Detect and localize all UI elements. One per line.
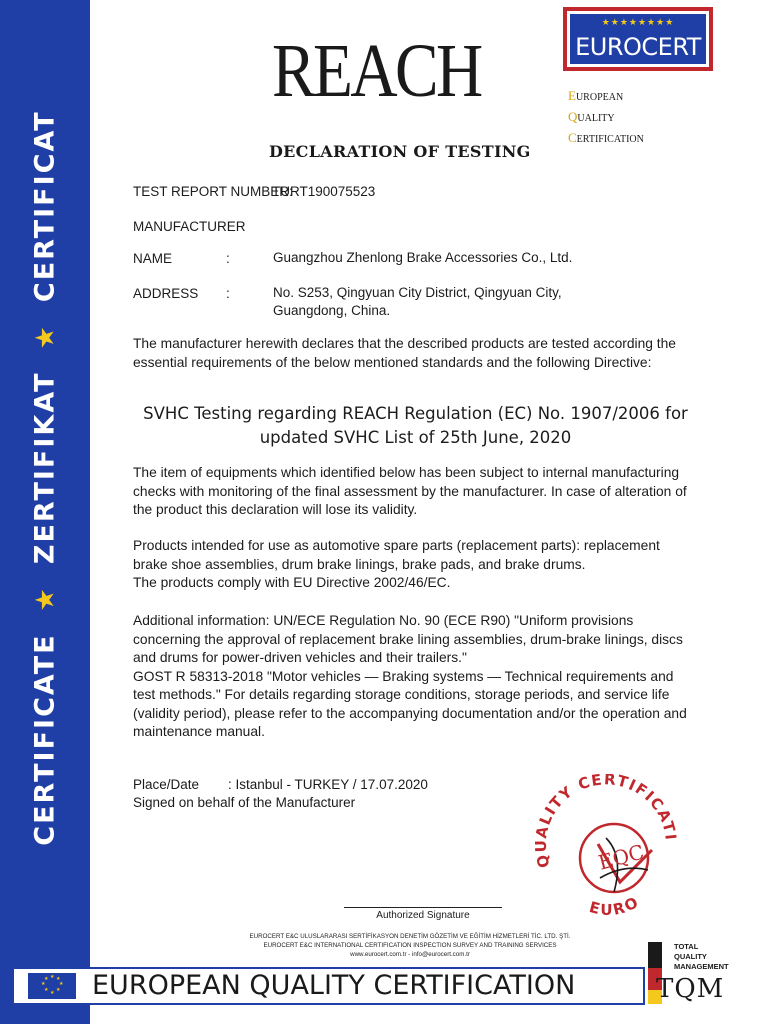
- sidebar-segment-certificat: CERTIFICAT: [29, 110, 61, 303]
- svg-text:★: ★: [50, 990, 55, 996]
- declaration-paragraph: The manufacturer herewith declares that the described products are tested according the essential requirements of the below mentioned standards and the following Directive:: [133, 336, 676, 370]
- address-label: ADDRESS: [133, 286, 199, 301]
- footer-line-3: www.eurocert.com.tr - info@eurocert.com.tr: [350, 951, 470, 958]
- bottom-banner: [12, 967, 645, 1005]
- svg-text:★: ★: [59, 981, 64, 987]
- eu-flag-icon: [28, 973, 76, 999]
- eurocert-logo-inner: [570, 14, 706, 64]
- name-label: NAME: [133, 251, 173, 266]
- svg-text:★: ★: [50, 974, 55, 980]
- seal-bottom-text: EURO: [587, 892, 643, 919]
- star-icon: ★: [30, 324, 60, 350]
- seal-monogram: EQC: [595, 839, 647, 875]
- address-line-1: No. S253, Qingyuan City District, Qingyuan City,: [273, 285, 562, 300]
- eqc-line-quality: QUALITY: [568, 109, 615, 124]
- seal-stamp-icon: [528, 774, 688, 934]
- report-number-label: TEST REPORT NUMBER:: [133, 184, 293, 199]
- banner-text: EUROPEAN QUALITY CERTIFICATION: [92, 970, 576, 1001]
- place-date-value: : Istanbul - TURKEY / 17.07.2020: [228, 777, 428, 792]
- tqm-mark: TQM: [656, 974, 725, 1004]
- manufacturer-heading: MANUFACTURER: [133, 219, 246, 234]
- eurocert-logo: [563, 7, 713, 71]
- name-separator: :: [226, 251, 230, 266]
- svhc-highlight: [133, 402, 698, 450]
- address-line-2: Guangdong, China.: [273, 303, 391, 318]
- logo-wordmark: EUROCERT: [575, 33, 701, 61]
- tqm-label: TOTAL QUALITY MANAGEMENT: [674, 942, 729, 971]
- signed-on-behalf: Signed on behalf of the Manufacturer: [133, 795, 356, 810]
- place-date-label: Place/Date: [133, 777, 200, 792]
- footer-line-1: EUROCERT E&C ULUSLARARASI SERTİFİKASYON DENETİM GÖZETİM VE EĞİTİM HİZMETLERİ TİC. LTD. ŞTİ.: [249, 933, 571, 940]
- svg-text:★: ★: [44, 987, 49, 993]
- quality-certification-seal: [528, 774, 688, 934]
- seal-outer-text: QUALITY CERTIFICATI: [531, 774, 680, 870]
- eqc-line-european: EUROPEAN: [568, 88, 624, 103]
- manufacturer-name: Guangzhou Zhenlong Brake Accessories Co., Ltd.: [273, 250, 573, 265]
- sidebar-certificate-text: [30, 110, 61, 845]
- svhc-line-2: updated SVHC List of 25th June, 2020: [259, 428, 572, 447]
- svhc-line-1: SVHC Testing regarding REACH Regulation (EC) No. 1907/2006 for: [143, 404, 688, 423]
- sidebar-segment-zertifikat: ZERTIFIKAT: [29, 371, 61, 565]
- svg-text:★: ★: [41, 981, 46, 987]
- report-number-value: TURT190075523: [272, 184, 376, 199]
- star-icon: ★: [30, 586, 60, 612]
- document-title: REACH: [272, 29, 481, 113]
- eqc-tagline: [568, 86, 644, 149]
- tqm-badge: [648, 942, 743, 1004]
- sidebar-segment-certificate: CERTIFICATE: [29, 633, 61, 846]
- additional-info-paragraph: Additional information: UN/ECE Regulation No. 90 (ECE R90) "Uniform provisions concerning the approval of replacement brake lining assemblies, drum-brake linings, discs and drums for power-driven vehicles and their trailers." GOST R 58313-2018 "Motor vehicles — Braking systems — Technical requirements and test methods." For details regarding storage conditions, storage periods, and service life (validity period), please refer to the accompanying documentation and/or the operation and maintenance manual.: [133, 613, 687, 739]
- eqc-line-certification: CERTIFICATION: [568, 130, 644, 145]
- svg-text:★: ★: [44, 976, 49, 982]
- address-separator: :: [226, 286, 230, 301]
- tqm-bar-black: [648, 942, 662, 968]
- signature-label: Authorized Signature: [376, 910, 470, 921]
- document-subtitle: DECLARATION OF TESTING: [269, 142, 531, 161]
- svg-text:★: ★: [56, 976, 61, 982]
- svg-text:★: ★: [56, 987, 61, 993]
- svg-text:EURO: [587, 892, 643, 919]
- assessment-paragraph: The item of equipments which identified below has been subject to internal manufacturing checks with monitoring of the final assessment by the manufacturer. In case of alteration of the product this declaration will lose its validity.: [133, 465, 687, 517]
- logo-stars-icon: ★★★★★★★★: [601, 17, 675, 27]
- signature-line: [344, 907, 502, 908]
- footer-line-2: EUROCERT E&C INTERNATIONAL CERTIFICATION INSPECTION SURVEY AND TRAINING SERVICES: [263, 942, 557, 949]
- left-sidebar-band: [0, 0, 90, 1024]
- products-paragraph: Products intended for use as automotive spare parts (replacement parts): replacement brake shoe assemblies, drum brake linings, brake pads, and brake drums. The products comply with EU Directive 2002/46/EC.: [133, 538, 660, 590]
